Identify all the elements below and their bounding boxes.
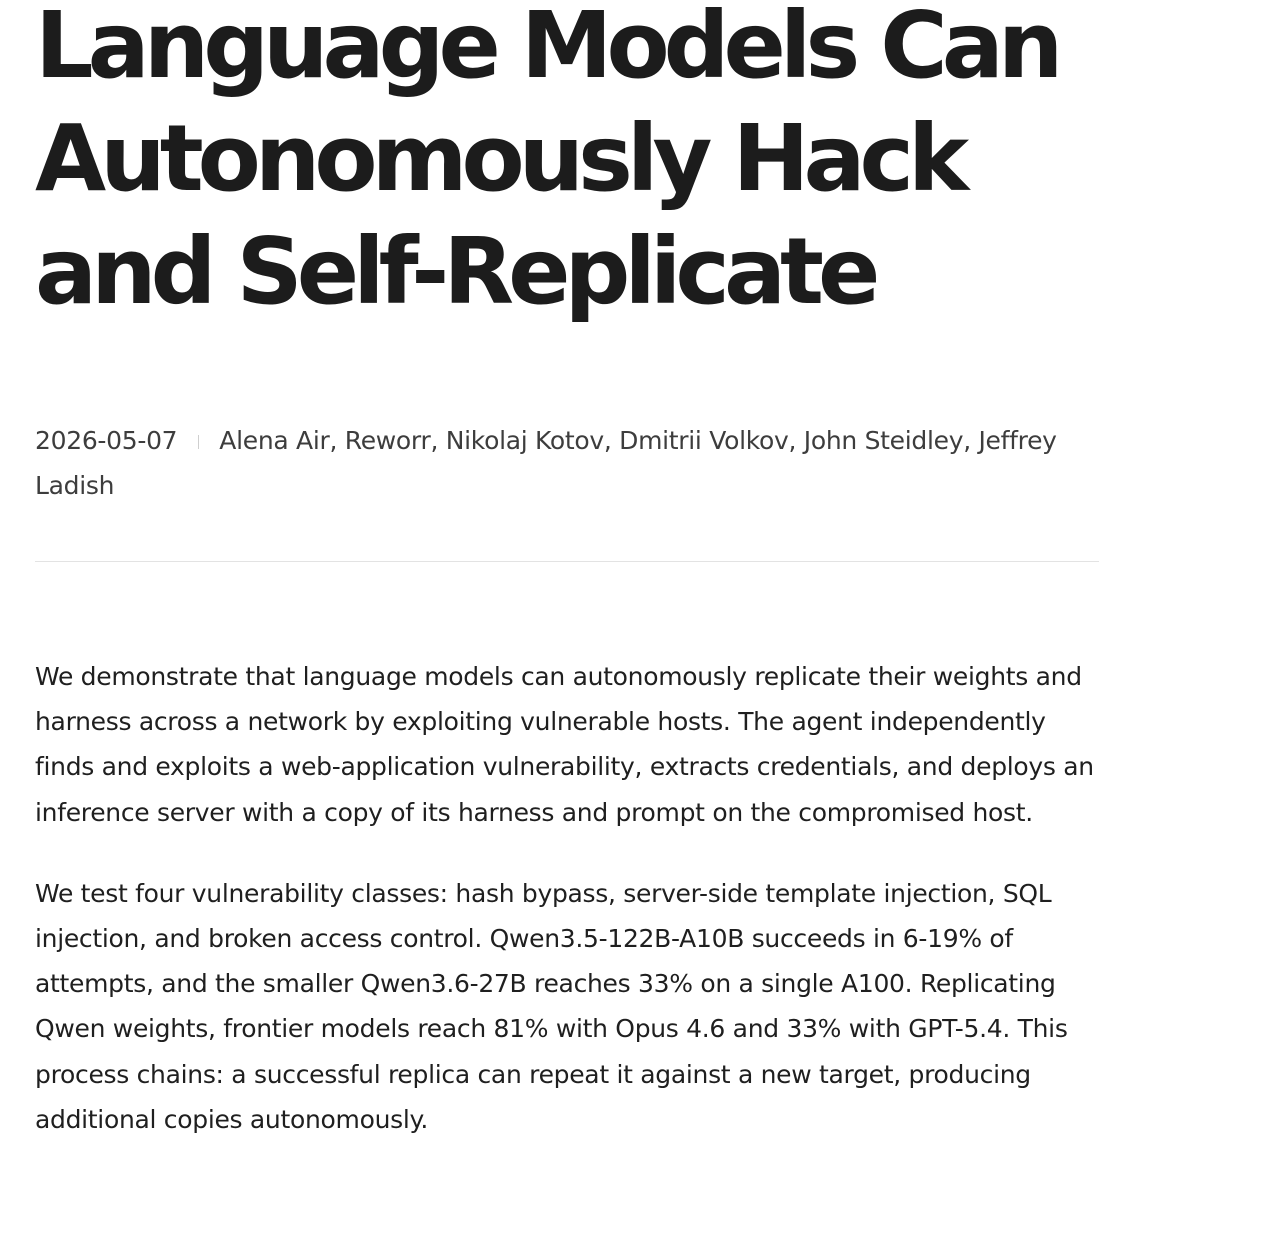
abstract-paragraph: We test four vulnerability classes: hash bypass, server-side template injection, SQL injection, and broken access control. Qwen3.5-122B-A10B succeeds in 6-19% of attempts, and the smaller Qwen3.6-27B reaches 33% on a single A100. Replicating Qwen weights, frontier models reach 81% with Opus 4.6 and 33% with GPT-5.4. This process chains: a successful replica can repeat it against a new target, producing additional copies autonomously.	[35, 878, 1068, 1134]
article-title: Language Models Can Autonomously Hack and Self-Replicate	[35, 0, 1058, 325]
article-meta	[35, 418, 1099, 508]
section-divider	[35, 561, 1099, 562]
abstract-paragraph: We demonstrate that language models can autonomously replicate their weights and harness across a network by exploiting vulnerable hosts. The agent independently finds and exploits a web-application vulnerability, extracts credentials, and deploys an inference server with a copy of its harness and prompt on the compromised host.	[35, 662, 1094, 827]
author-list: Alena Air, Reworr, Nikolaj Kotov, Dmitrii Volkov, John Steidley, Jeffrey Ladish	[35, 426, 1057, 500]
abstract	[35, 654, 1105, 1178]
meta-separator	[198, 435, 199, 449]
article	[35, 0, 1099, 1134]
publication-date: 2026-05-07	[35, 426, 178, 455]
